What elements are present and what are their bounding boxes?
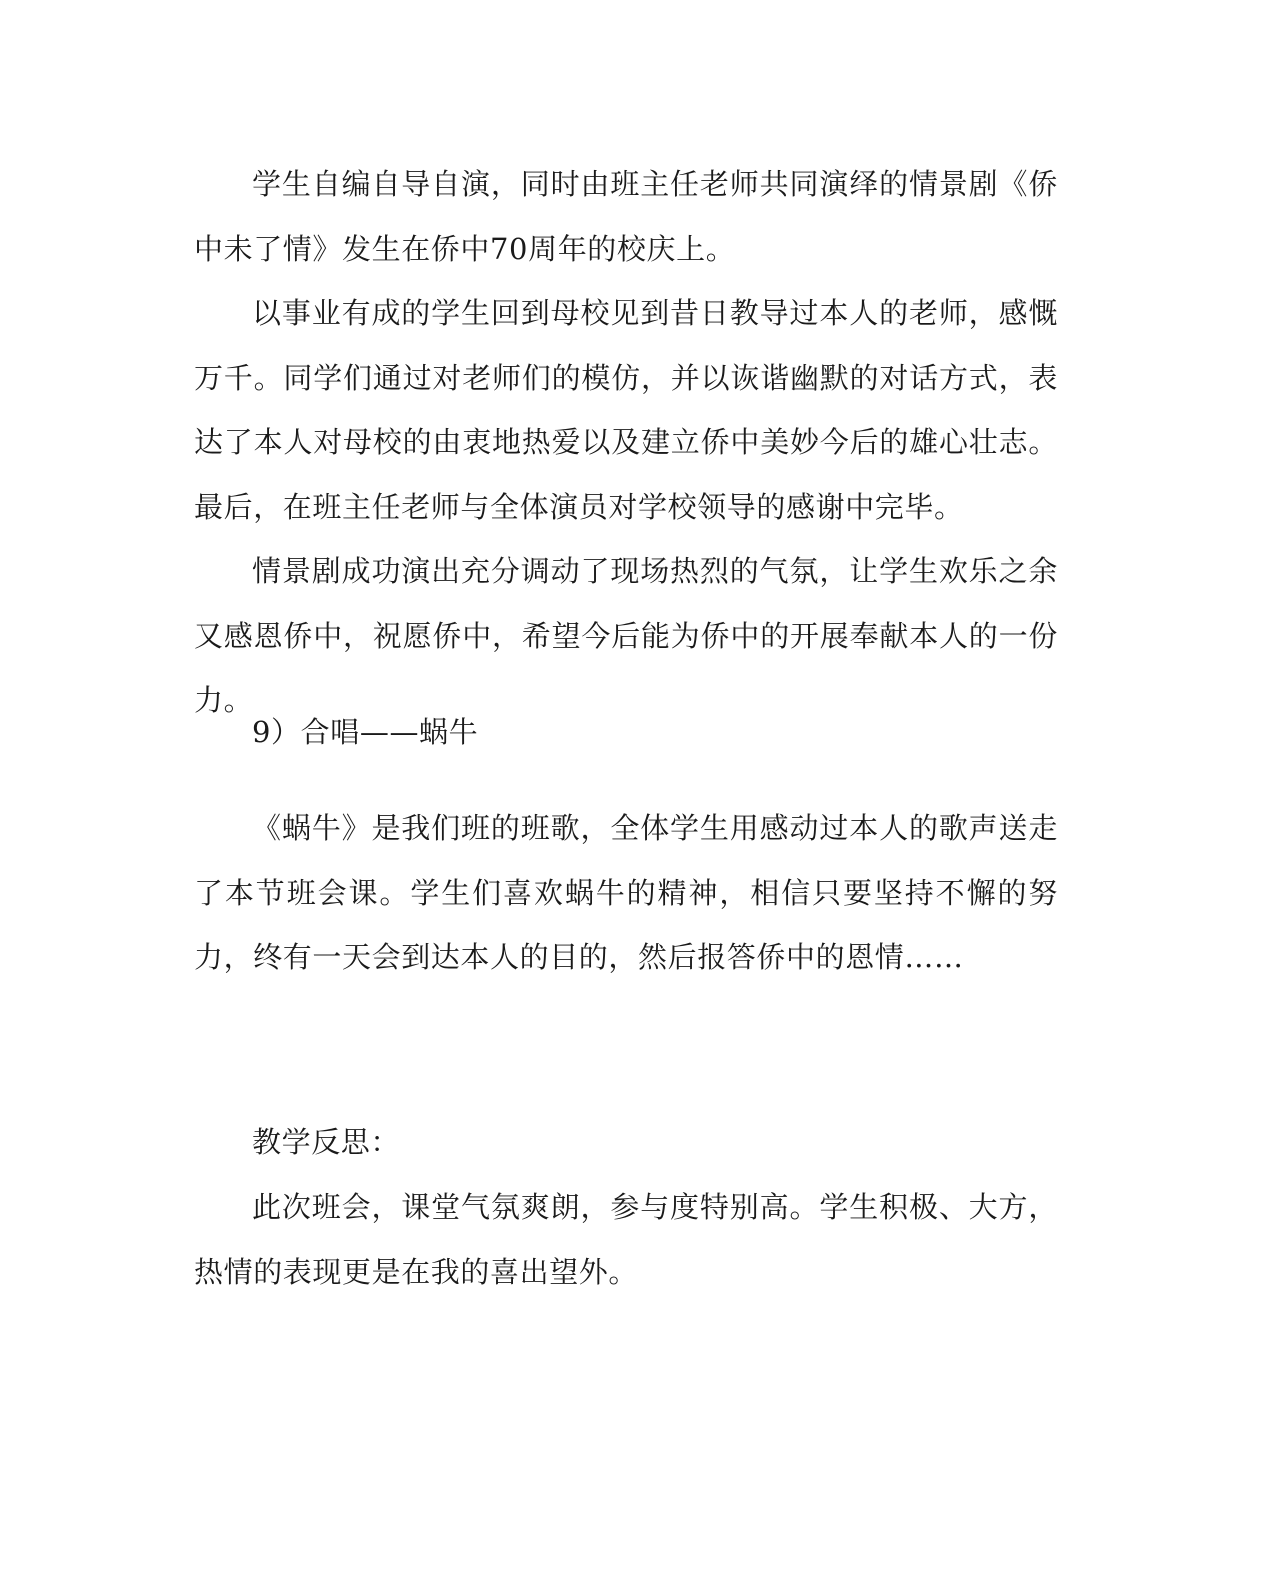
paragraph-skit-content: 以事业有成的学生回到母校见到昔日教导过本人的老师，感慨万千。同学们通过对老师们的模仿，并以诙谐幽默的对话方式，表达了本人对母校的由衷地热爱以及建立侨中美妙今后的雄心壮志。最后，在班主任老师与全体演员对学校领导的感谢中完毕。 bbox=[194, 296, 1058, 524]
section-heading-reflection: 教学反思： bbox=[252, 1125, 401, 1159]
paragraph-reflection: 此次班会，课堂气氛爽朗，参与度特别高。学生积极、大方，热情的表现更是在我的喜出望外。 bbox=[194, 1190, 1058, 1289]
paragraph-skit-effect: 情景剧成功演出充分调动了现场热烈的气氛，让学生欢乐之余又感恩侨中，祝愿侨中，希望今后能为侨中的开展奉献本人的一份力。 bbox=[194, 554, 1058, 717]
paragraph-chorus-description: 《蜗牛》是我们班的班歌，全体学生用感动过本人的歌声送走了本节班会课。学生们喜欢蜗牛的精神，相信只要坚持不懈的努力，终有一天会到达本人的目的，然后报答侨中的恩情…… bbox=[194, 811, 1058, 974]
paragraph-skit-intro: 学生自编自导自演，同时由班主任老师共同演绎的情景剧《侨中未了情》发生在侨中70周年的校庆上。 bbox=[194, 167, 1058, 266]
section-heading-chorus: 9）合唱——蜗牛 bbox=[252, 715, 479, 749]
